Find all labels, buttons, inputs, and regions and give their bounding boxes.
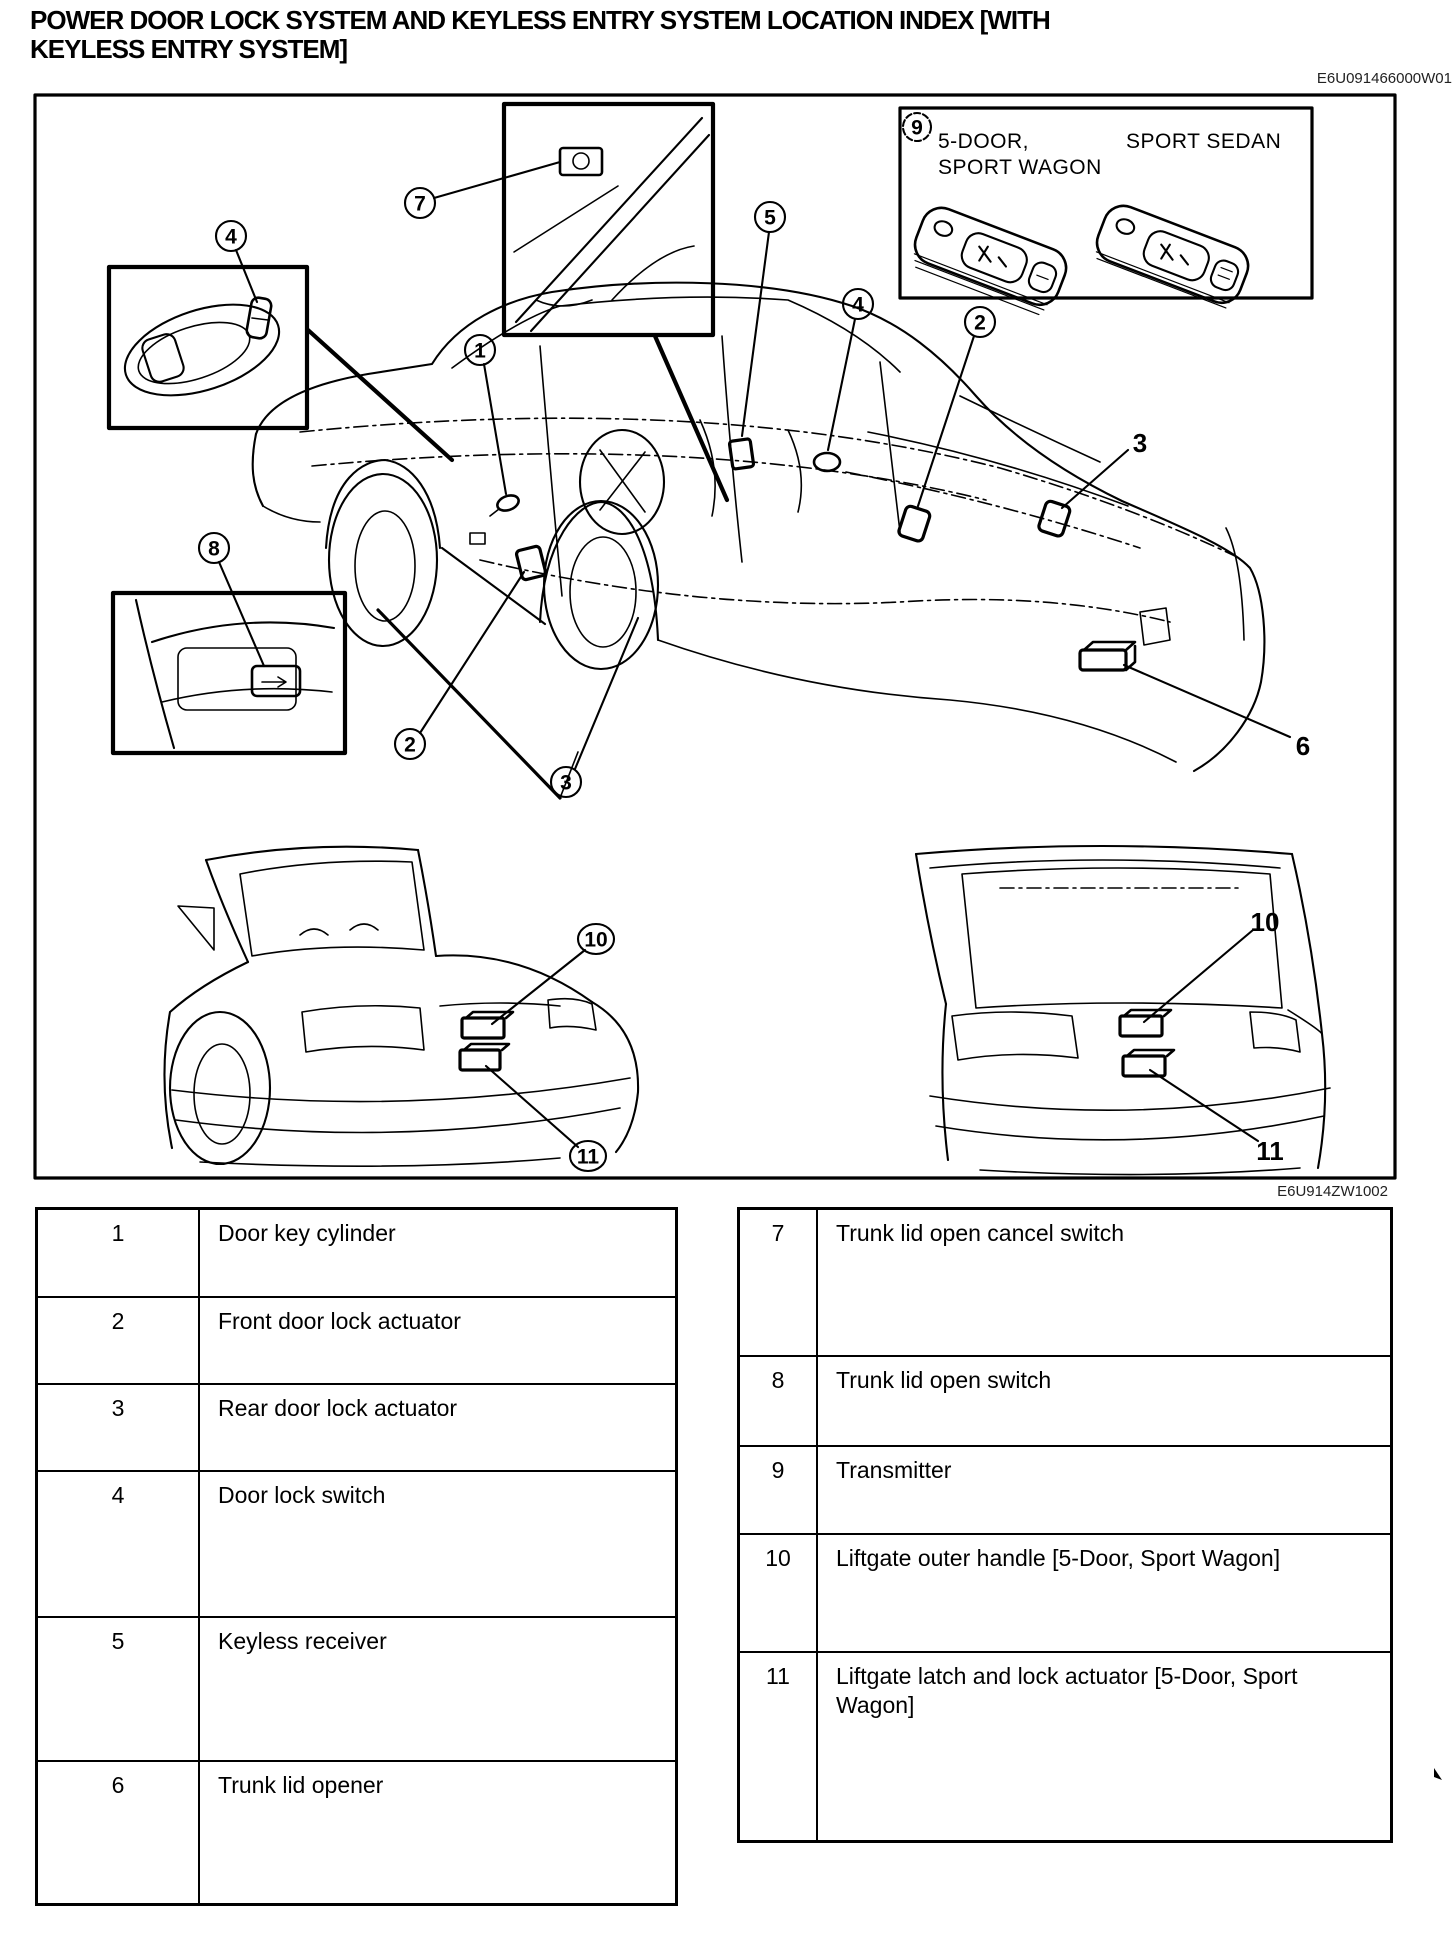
callout-10-hatch: 10: [584, 928, 608, 952]
legend-label: Trunk lid opener: [218, 1772, 384, 1798]
transmitter-left-label-1: 5-DOOR,: [938, 130, 1030, 153]
legend-num: 7: [740, 1210, 818, 1355]
lock-knob-icon: [246, 297, 273, 340]
trunk-open-switch-icon: [252, 666, 300, 696]
table-row: [38, 1760, 675, 1903]
callout-4-switch: 4: [852, 293, 864, 317]
door-lock-actuator-icon: [898, 505, 931, 542]
transmitter-inset: [900, 108, 1312, 318]
figure-code: E6U914ZW1002: [1277, 1183, 1388, 1200]
doc-code: E6U091466000W01: [1316, 70, 1452, 87]
trunk-cancel-switch-inset: [504, 104, 713, 335]
table-row: [740, 1651, 1390, 1840]
door-key-cylinder-icon: [495, 493, 520, 514]
page-title: POWER DOOR LOCK SYSTEM AND KEYLESS ENTRY SYSTEM LOCATION INDEX [WITH KEYLESS ENTRY SYSTEM]: [30, 5, 1050, 65]
legend-label: Rear door lock actuator: [218, 1395, 458, 1421]
table-row: [740, 1210, 1390, 1355]
door-lock-switch-icon: [814, 453, 840, 471]
legend-label: Transmitter: [836, 1457, 952, 1483]
liftgate-latch-actuator-icon: [460, 1044, 509, 1070]
transmitter-right-label: SPORT SEDAN: [1126, 130, 1282, 153]
legend-table-right: [737, 1207, 1393, 1843]
legend-num: 6: [38, 1762, 200, 1903]
callout-2-bottom: 2: [404, 733, 416, 757]
callout-9: 9: [911, 116, 923, 140]
front-door-lock-actuator-icon: [516, 546, 547, 581]
callout-11-hatch: 11: [576, 1145, 600, 1169]
table-row: [38, 1296, 675, 1383]
legend-num: 9: [740, 1447, 818, 1533]
liftgate-latch-actuator-icon: [1123, 1050, 1174, 1076]
car-hatch-rear-sketch: [164, 847, 638, 1166]
legend-label: Door lock switch: [218, 1482, 386, 1508]
callout-6: 6: [1295, 731, 1311, 761]
main-car-components: [490, 439, 1135, 670]
car-main-sketch: [253, 283, 1265, 798]
legend-num: 11: [740, 1653, 818, 1840]
cancel-switch-icon: [560, 148, 602, 175]
table-row: [38, 1383, 675, 1470]
table-row: [740, 1533, 1390, 1651]
legend-num: 10: [740, 1535, 818, 1651]
table-row: [740, 1445, 1390, 1533]
callout-1: 1: [474, 339, 486, 363]
legend-label: Trunk lid open switch: [836, 1367, 1052, 1393]
legend-label: Front door lock actuator: [218, 1308, 461, 1334]
liftgate-outer-handle-icon: [462, 1012, 513, 1038]
door-handle-inset: [109, 267, 307, 428]
key-fob-sedan-icon: [1090, 200, 1253, 310]
keyless-receiver-icon: [729, 439, 754, 470]
legend-label: Trunk lid open cancel switch: [836, 1220, 1125, 1246]
callout-8: 8: [208, 537, 220, 561]
callout-3-bottom: 3: [560, 771, 572, 795]
legend-label: Liftgate latch and lock actuator [5-Door, Sport Wagon]: [836, 1663, 1298, 1718]
trunk-open-switch-inset: [113, 593, 345, 753]
legend-num: 2: [38, 1298, 200, 1383]
table-row: [38, 1470, 675, 1616]
callout-4-handle: 4: [225, 225, 237, 249]
table-row: [38, 1616, 675, 1760]
liftgate-outer-handle-icon: [1120, 1010, 1171, 1036]
scan-artifact: [1434, 1768, 1442, 1780]
leader-lines: [219, 162, 1290, 1147]
legend-num: 4: [38, 1472, 200, 1616]
table-row: [740, 1355, 1390, 1445]
callout-5: 5: [764, 206, 776, 230]
transmitter-left-label-2: SPORT WAGON: [938, 156, 1102, 179]
key-fob-wagon-icon: [906, 202, 1072, 318]
legend-label: Door key cylinder: [218, 1220, 396, 1246]
car-wagon-rear-sketch: [916, 846, 1330, 1175]
callout-2-top: 2: [974, 311, 986, 335]
callout-7: 7: [414, 192, 426, 216]
legend-num: 5: [38, 1618, 200, 1760]
callout-11-wagon: 11: [1256, 1136, 1284, 1166]
legend-num: 1: [38, 1210, 200, 1296]
legend-table-left: [35, 1207, 678, 1906]
legend-label: Liftgate outer handle [5-Door, Sport Wagon]: [836, 1545, 1281, 1571]
callout-3-top: 3: [1132, 428, 1148, 458]
legend-num: 8: [740, 1357, 818, 1445]
table-row: [38, 1210, 675, 1296]
legend-num: 3: [38, 1385, 200, 1470]
callout-10-wagon: 10: [1250, 907, 1280, 937]
legend-label: Keyless receiver: [218, 1628, 387, 1654]
